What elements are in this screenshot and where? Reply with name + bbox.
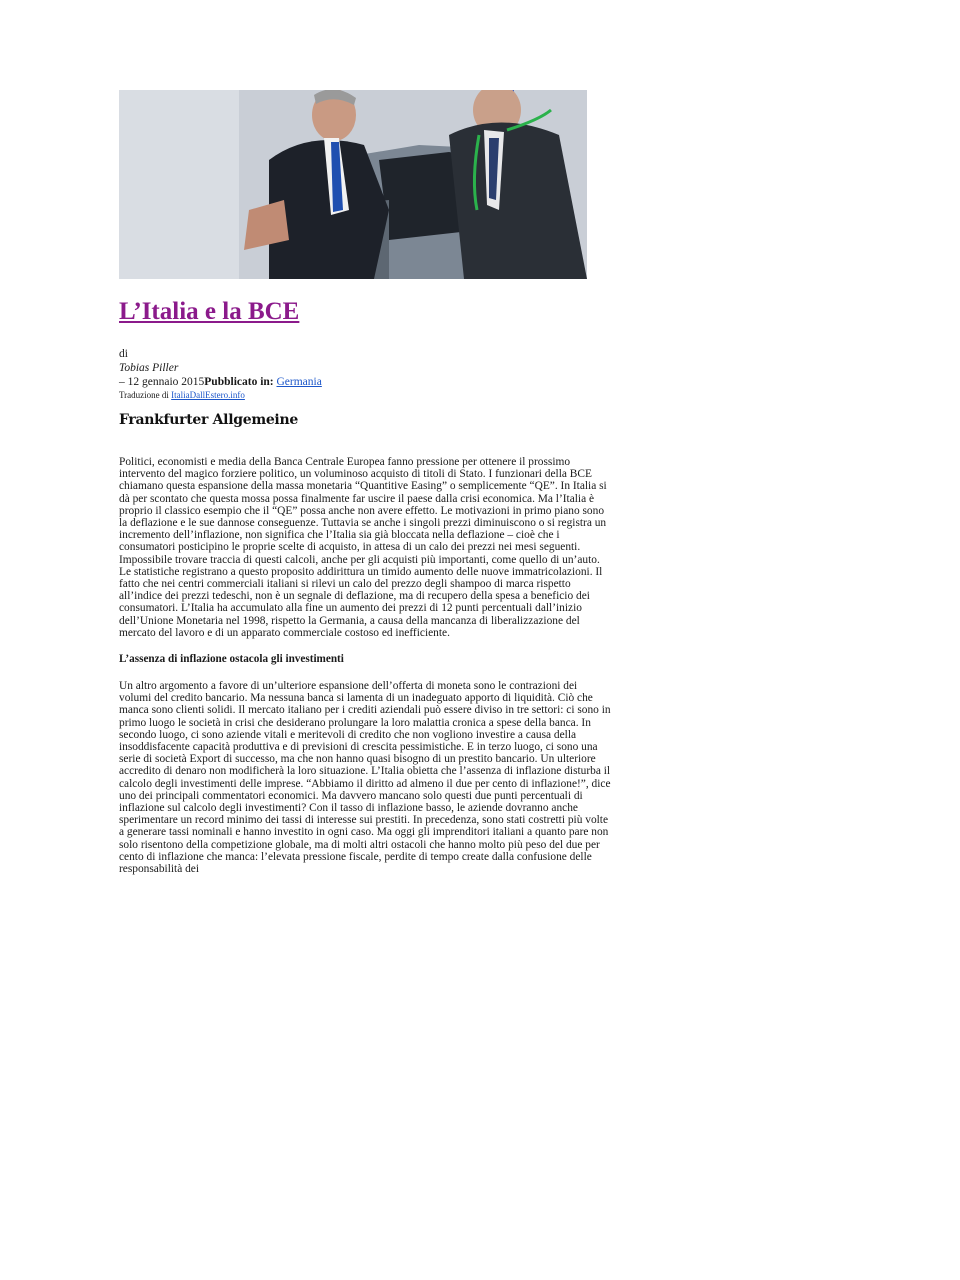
byline-prefix: di <box>119 348 128 360</box>
source-logo <box>119 412 611 442</box>
author-name: Tobias Piller <box>119 362 179 374</box>
published-label: Pubblicato in: <box>204 376 274 388</box>
publish-line <box>119 375 611 389</box>
article-meta <box>119 347 611 401</box>
article-title[interactable]: L’Italia e la BCE <box>119 298 300 325</box>
publish-date: – 12 gennaio 2015 <box>119 376 205 388</box>
paragraph-2: Un altro argomento a favore di un’ulteriore espansione dell’offerta di moneta sono le contrazioni dei volumi del credito bancario. Ma nessuna banca si lamenta di un inadeguato apporto di liquidità. Ciò che manca sono clienti solidi. Il mercato italiano per i crediti aziendali può essere diviso in tre settori: ci sono in primo luogo le società in crisi che desiderano prolungare la loro malattia cronica a spese della banca. In secondo luogo, ci sono aziende vitali e meritevoli di credito che non vogliono investire a causa della insoddisfacente capacità produttiva e di previsioni di crescita pessimistiche. E in terzo luogo, ci sono una serie di società Export di successo, ma che non hanno quasi bisogno di un prestito bancario. Un ulteriore accredito di denaro non modificherà la loro situazione. L’Italia obietta che l’assenza di inflazione disturba il calcolo degli investimenti delle imprese. “Abbiamo il diritto ad almeno il due per cento di inflazione!”, dice uno dei principali commentatori economici. Ma davvero mancano solo questi due punti percentuali di inflazione sul calcolo degli investimenti? Con il tasso di inflazione basso, le aziende dovranno anche sperimentare un record minimo dei tassi di interesse sui prestiti. In precedenza, sono stati costretti più volte a generare tassi nominali e hanno investito in ogni caso. Ma oggi gli imprenditori italiani a quanto pare non solo risentono della competizione globale, ma di molti altri ostacoli che hanno molto più peso del due per cento di inflazione che manca: l’elevata pressione fiscale, perdite di tempo create dalla confusione delle responsabilità dei <box>119 680 611 876</box>
article <box>119 90 611 875</box>
source-logo-text: Frankfurter Allgemeine <box>119 412 298 428</box>
subheading: L’assenza di inflazione ostacola gli investimenti <box>119 653 344 666</box>
article-photo <box>119 90 587 279</box>
translation-label: Traduzione di <box>119 390 169 400</box>
category-link[interactable]: Germania <box>276 376 322 388</box>
paragraph-1: Politici, economisti e media della Banca Centrale Europea fanno pressione per ottenere il prossimo intervento del magico forziere politico, un voluminoso acquisto di titoli di Stato. I funzionari della BCE chiamano questa espansione della massa monetaria “Quantitive Easing” o semplicemente “QE”. In Italia si dà per scontato che questa mossa possa finalmente far uscire il paese dalla crisi economica. Ma l’Italia è proprio il classico esempio che il “QE” possa anche non avere effetto. Le motivazioni in primo piano sono la deflazione e le sue dannose conseguenze. Tuttavia se anche i singoli prezzi diminuiscono o si registra un incremento dell’inflazione, non significa che l’Italia sia già bloccata nella deflazione – cioè che i consumatori posticipino le proprie scelte di acquisto, in attesa di un calo dei prezzi nei mesi seguenti. Impossibile trovare traccia di questi calcoli, anche per gli acquisti più importanti, come quello di un’auto. Le statistiche registrano a questo proposito addirittura un timido aumento delle nuove immatricolazioni. Il fatto che nei centri commerciali italiani si rilevi un calo del prezzo degli shampoo di marca rispetto all’indice dei prezzi tedeschi, non è un segnale di deflazione, ma di recupero della spesa a beneficio dei consumatori. L’Italia ha accumulato alla fine un aumento dei prezzi di 12 punti percentuali dall’inizio dell’Unione Monetaria nel 1998, rispetto la Germania, a causa della mancanza di liberalizzazione del mercato del lavoro e di un apparato commerciale costoso ed inefficiente. <box>119 456 607 639</box>
translation-line <box>119 389 611 401</box>
source-logo-tagline <box>139 428 611 432</box>
translation-source-link[interactable]: ItaliaDallEstero.info <box>171 390 245 400</box>
